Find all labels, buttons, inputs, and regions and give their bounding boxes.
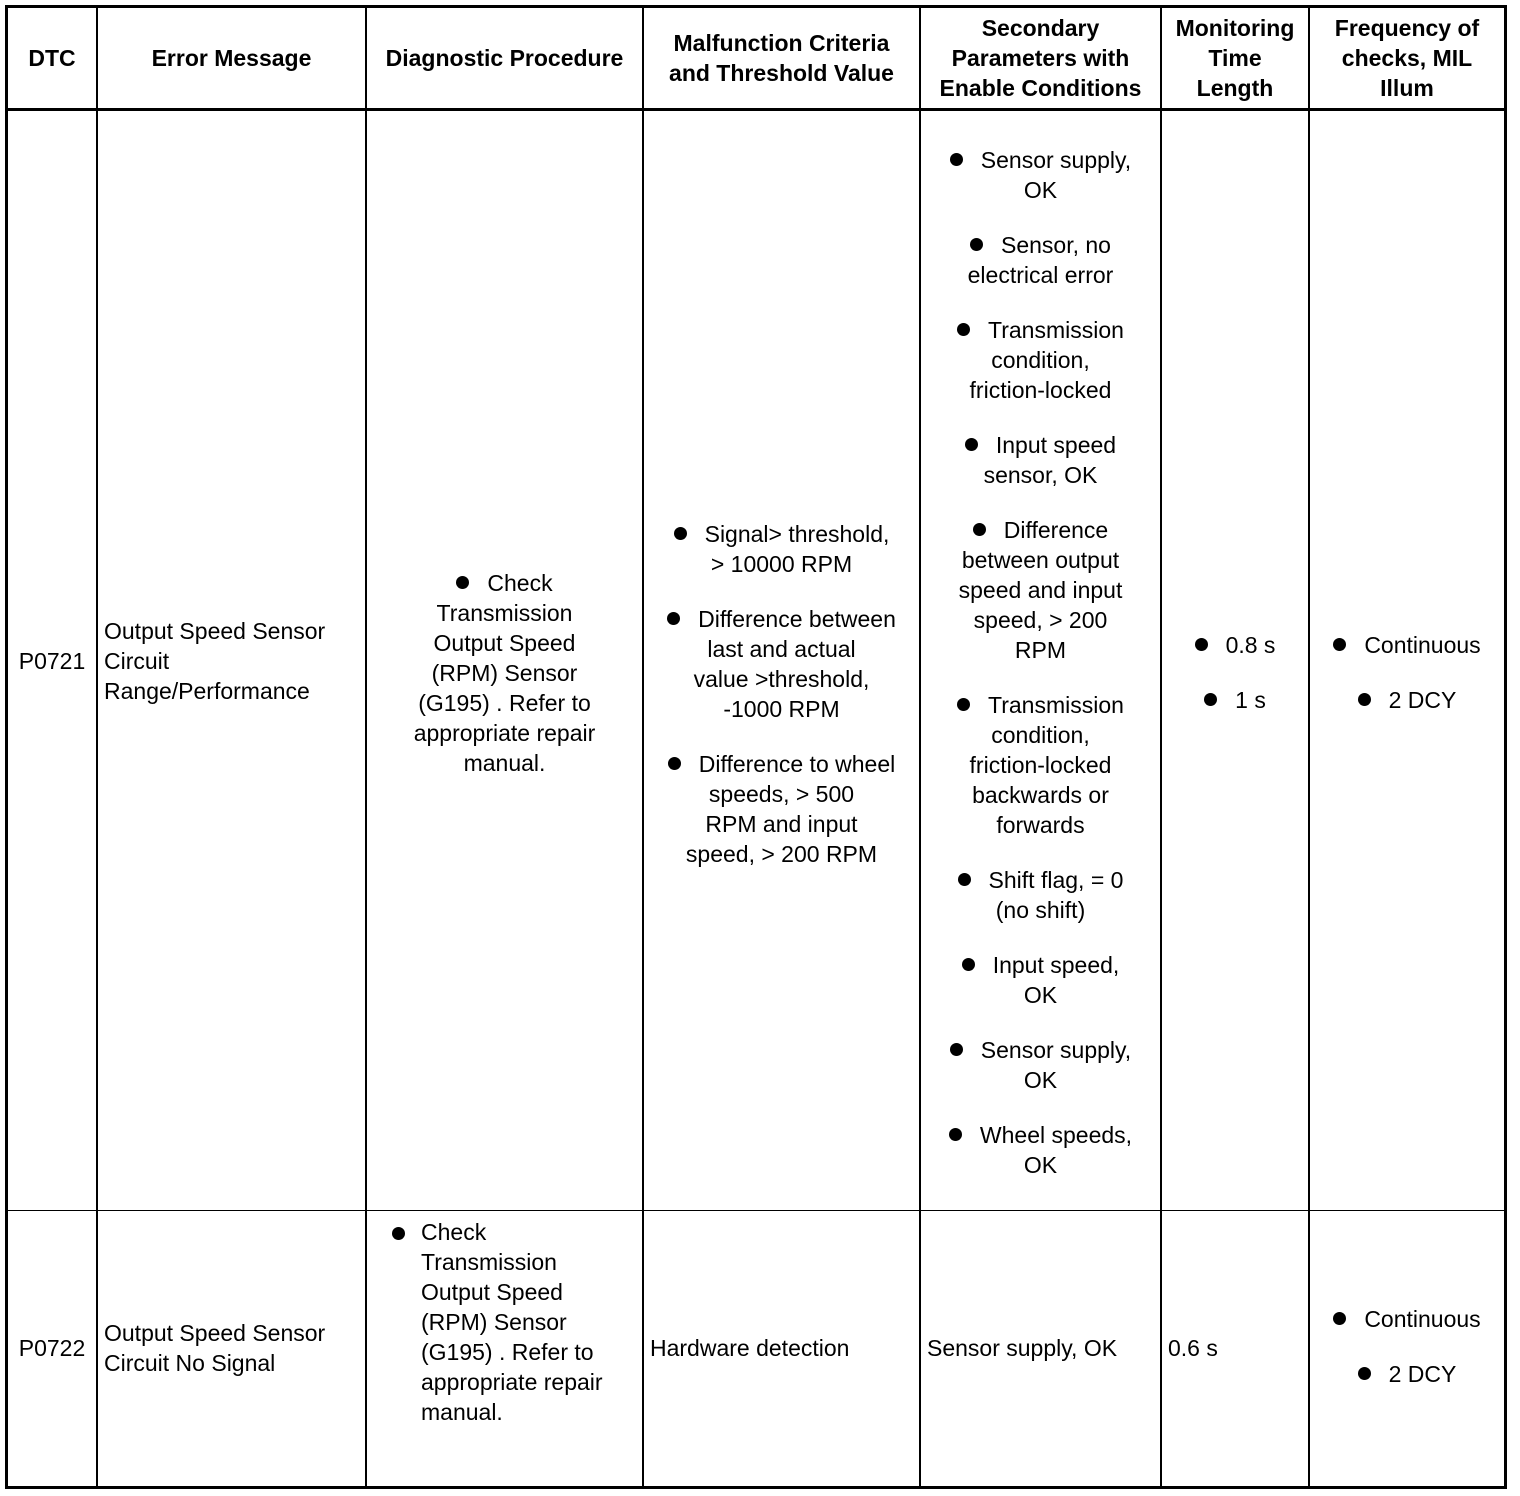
header-monitoring-time xyxy=(1162,8,1308,108)
cell-line: Output Speed Sensor xyxy=(104,1320,326,1346)
cell-line: speed, > 200 RPM xyxy=(685,840,878,867)
bullet-icon xyxy=(965,438,978,451)
cell-line: condition, xyxy=(991,722,1090,748)
list-item xyxy=(950,1035,1131,1095)
list-item xyxy=(414,568,596,778)
header-text: Diagnostic Procedure xyxy=(385,45,624,71)
cell-line-text: Input speed, xyxy=(992,952,1120,978)
bullet-icon xyxy=(668,757,681,770)
cell-line: condition, xyxy=(991,347,1090,373)
table-row-malfunction-criteria xyxy=(644,1211,919,1485)
bullet-list xyxy=(1333,1304,1480,1389)
cell-line: last and actual xyxy=(707,635,856,662)
cell-line xyxy=(957,315,1124,345)
bullet-icon xyxy=(957,323,970,336)
cell-line: Range/Performance xyxy=(104,677,310,704)
cell-line-text: Shift flag, = 0 xyxy=(988,867,1124,893)
list-item xyxy=(668,749,895,869)
list-item xyxy=(957,315,1124,405)
list-item xyxy=(1358,685,1457,715)
table-row-monitoring-time xyxy=(1162,1211,1308,1485)
cell-line: Transmission xyxy=(421,1249,557,1275)
header-text: Enable Conditions xyxy=(939,75,1142,101)
table-row-error-message xyxy=(98,111,365,1210)
cell-line: OK xyxy=(1023,982,1058,1008)
table-row-diagnostic-procedure xyxy=(367,111,642,1210)
bullet-icon xyxy=(1204,693,1217,706)
cell-text: Hardware detection xyxy=(650,1335,850,1361)
cell-line: RPM xyxy=(1014,637,1067,663)
header-text: Monitoring xyxy=(1175,15,1295,41)
list-item xyxy=(1333,630,1480,660)
cell-line-text: Sensor supply, xyxy=(980,1037,1132,1063)
cell-line xyxy=(950,1035,1131,1065)
header-frequency xyxy=(1310,8,1504,108)
table-row-frequency xyxy=(1310,1211,1504,1485)
bullet-icon xyxy=(1333,638,1346,651)
bullet-icon xyxy=(1358,693,1371,706)
cell-line xyxy=(965,430,1116,460)
cell-line: appropriate repair xyxy=(413,719,596,746)
header-text: Time xyxy=(1208,45,1262,71)
cell-line xyxy=(950,145,1131,175)
cell-line: between output xyxy=(961,547,1120,573)
list-item xyxy=(1195,630,1276,660)
dtc-code: P0721 xyxy=(18,647,86,674)
bullet-icon xyxy=(1358,1367,1371,1380)
cell-line: friction-locked xyxy=(969,377,1112,403)
list-item xyxy=(962,950,1120,1010)
list-item xyxy=(968,230,1114,290)
header-text: Secondary xyxy=(981,15,1100,41)
cell-line: (RPM) Sensor xyxy=(431,659,578,686)
bullet-icon xyxy=(970,238,983,251)
table-row-diagnostic-procedure xyxy=(367,1211,642,1485)
bullet-icon xyxy=(674,527,687,540)
header-text: and Threshold Value xyxy=(669,60,894,86)
header-text: DTC xyxy=(28,45,76,71)
bullet-icon xyxy=(392,1227,405,1240)
table-row-malfunction-criteria xyxy=(644,111,919,1210)
cell-line: 1 s xyxy=(1235,687,1266,713)
list-item xyxy=(667,604,896,724)
cell-line: Circuit xyxy=(104,647,170,674)
cell-line: (G195) . Refer to xyxy=(418,689,591,716)
cell-line xyxy=(668,749,895,779)
bullet-icon xyxy=(1195,638,1208,651)
list-item xyxy=(367,1217,642,1427)
cell-line-text: Transmission xyxy=(988,317,1124,343)
list-item xyxy=(1204,685,1266,715)
cell-line-text: Sensor supply, xyxy=(980,147,1132,173)
cell-line: > 10000 RPM xyxy=(710,550,853,577)
list-item xyxy=(957,690,1124,840)
table-row-dtc xyxy=(8,111,96,1210)
list-item xyxy=(1358,1359,1457,1389)
bullet-icon xyxy=(973,523,986,536)
cell-line: Output Speed Sensor xyxy=(104,617,326,644)
list-item xyxy=(674,519,890,579)
bullet-list xyxy=(949,145,1132,1180)
header-diagnostic-procedure xyxy=(367,8,642,108)
bullet-icon xyxy=(958,873,971,886)
cell-line: 2 DCY xyxy=(1388,1360,1457,1387)
cell-line: Transmission xyxy=(436,599,573,626)
cell-line: 2 DCY xyxy=(1388,687,1457,713)
header-text: Illum xyxy=(1380,75,1434,101)
dtc-code: P0722 xyxy=(18,1335,86,1361)
bullet-icon xyxy=(957,698,970,711)
cell-line xyxy=(958,865,1124,895)
bullet-icon xyxy=(667,612,680,625)
header-text: Malfunction Criteria xyxy=(673,30,890,56)
bullet-icon xyxy=(950,153,963,166)
cell-line: (no shift) xyxy=(995,897,1086,923)
cell-text: 0.6 s xyxy=(1168,1335,1218,1361)
list-item xyxy=(958,865,1124,925)
cell-line-text: Sensor, no xyxy=(1001,232,1111,258)
bullet-list xyxy=(1195,630,1276,715)
bullet-list xyxy=(1333,630,1480,715)
bullet-icon xyxy=(962,958,975,971)
cell-line xyxy=(962,950,1120,980)
dtc-table xyxy=(5,5,1507,1489)
cell-line xyxy=(674,519,890,549)
cell-line: 0.8 s xyxy=(1225,632,1276,658)
cell-line: Output Speed xyxy=(421,1279,563,1305)
header-text: Parameters with xyxy=(951,45,1130,71)
list-item xyxy=(950,145,1131,205)
cell-line: forwards xyxy=(996,812,1085,838)
cell-line: Check xyxy=(421,1219,487,1245)
cell-line: OK xyxy=(1023,1067,1058,1093)
cell-line: manual. xyxy=(463,749,546,776)
bullet-icon xyxy=(949,1128,962,1141)
table-row-secondary-parameters xyxy=(921,111,1160,1210)
cell-line: Output Speed xyxy=(433,629,576,656)
cell-line: OK xyxy=(1023,1152,1058,1178)
header-text: Frequency of xyxy=(1334,15,1480,41)
bullet-list xyxy=(667,519,896,869)
cell-line: friction-locked xyxy=(969,752,1112,778)
cell-line-text: Difference between xyxy=(698,605,896,632)
table-row-secondary-parameters xyxy=(921,1211,1160,1485)
cell-line-text: Signal> threshold, xyxy=(704,520,890,547)
cell-line: Check xyxy=(487,569,553,596)
cell-line: speed and input xyxy=(958,577,1123,603)
list-item xyxy=(1333,1304,1480,1334)
cell-line: sensor, OK xyxy=(983,462,1098,488)
cell-line: Continuous xyxy=(1364,632,1481,658)
header-error-message xyxy=(98,8,365,108)
header-dtc xyxy=(8,8,96,108)
list-item xyxy=(949,1120,1132,1180)
cell-line: (G195) . Refer to xyxy=(421,1339,594,1365)
cell-line-text: Transmission xyxy=(988,692,1124,718)
cell-line: (RPM) Sensor xyxy=(421,1309,567,1335)
cell-line xyxy=(959,515,1123,545)
list-item xyxy=(965,430,1116,490)
header-text: checks, MIL xyxy=(1341,45,1473,71)
cell-line: RPM and input xyxy=(705,810,858,837)
cell-line-text: Wheel speeds, xyxy=(979,1122,1133,1148)
cell-line-text: Input speed xyxy=(995,432,1117,458)
cell-line: value >threshold, xyxy=(693,665,870,692)
table-row-monitoring-time xyxy=(1162,111,1308,1210)
cell-line: backwards or xyxy=(972,782,1109,808)
bullet-icon xyxy=(950,1043,963,1056)
table-row-error-message xyxy=(98,1211,365,1485)
cell-line: speeds, > 500 xyxy=(708,780,855,807)
cell-line-text: Difference to wheel xyxy=(698,750,896,777)
table-row-frequency xyxy=(1310,111,1504,1210)
cell-line: -1000 RPM xyxy=(723,695,840,722)
table-row-dtc xyxy=(8,1211,96,1485)
cell-line: electrical error xyxy=(967,262,1114,288)
cell-line xyxy=(957,690,1124,720)
cell-line xyxy=(968,230,1114,260)
bullet-icon xyxy=(1333,1312,1346,1325)
cell-line xyxy=(949,1120,1132,1150)
cell-line: appropriate repair xyxy=(421,1369,603,1395)
list-item xyxy=(959,515,1123,665)
cell-line xyxy=(667,604,896,634)
cell-line: OK xyxy=(1023,177,1058,203)
bullet-icon xyxy=(456,576,469,589)
header-secondary-parameters xyxy=(921,8,1160,108)
cell-line: speed, > 200 xyxy=(973,607,1108,633)
cell-line: Circuit No Signal xyxy=(104,1350,276,1376)
header-text: Length xyxy=(1196,75,1274,101)
header-malfunction-criteria xyxy=(644,8,919,108)
cell-line: Continuous xyxy=(1364,1305,1481,1332)
cell-line-text: Difference xyxy=(1003,517,1109,543)
header-text: Error Message xyxy=(151,45,312,71)
cell-line: manual. xyxy=(421,1399,503,1425)
cell-text: Sensor supply, OK xyxy=(927,1335,1118,1361)
